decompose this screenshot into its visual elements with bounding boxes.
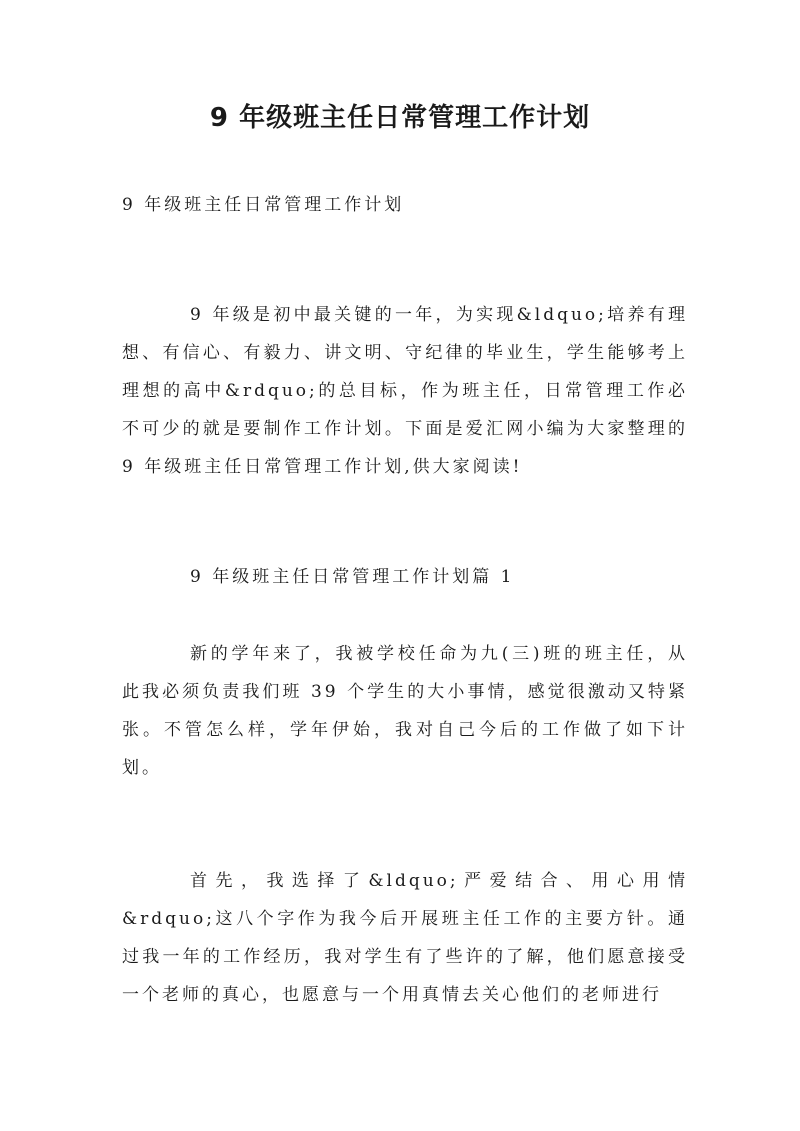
section-heading: 9 年级班主任日常管理工作计划篇 1 [190, 567, 515, 587]
document-title: 9 年级班主任日常管理工作计划 [209, 103, 591, 133]
intro-paragraph: 9 年级是初中最关键的一年，为实现&ldquo;培养有理想、有信心、有毅力、讲文明、守纪律的毕业生，学生能够考上理想的高中&rdquo;的总目标，作为班主任，日常管理工作必不可少的就是要制作工作计划。下面是爱汇网小编为大家整理的 9 年级班主任日常管理工作计划,供大家阅读! [122, 305, 688, 477]
body-paragraph-1: 新的学年来了，我被学校任命为九(三)班的班主任，从此我必须负责我们班 39 个学生的大小事情，感觉很激动又特紧张。不管怎么样，学年伊始，我对自己今后的工作做了如下计划。 [122, 644, 688, 778]
body-paragraph-2: 首先，我选择了&ldquo;严爱结合、用心用情&rdquo;这八个字作为我今后开展班主任工作的主要方针。通过我一年的工作经历，我对学生有了些许的了解，他们愿意接受一个老师的真心，也愿意与一个用真情去关心他们的老师进行 [122, 871, 688, 1005]
document-subtitle: 9 年级班主任日常管理工作计划 [122, 195, 405, 215]
